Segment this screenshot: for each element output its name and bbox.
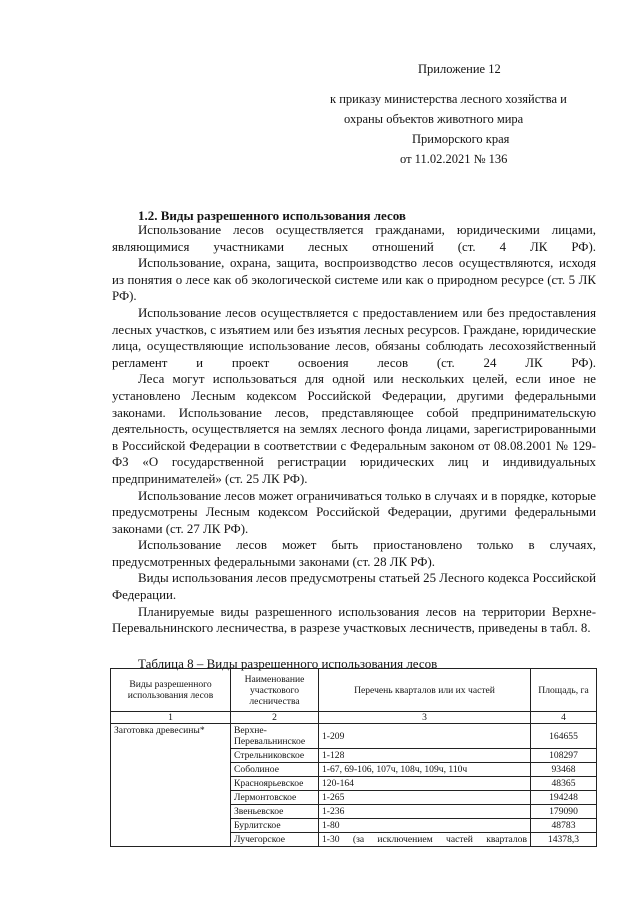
paragraph: Планируемые виды разрешенного использования лесов на территории Верхне-Перевальнинского лесничества, в разрезе участковых лесничеств, приведены в табл. 8. (112, 604, 596, 636)
table-row (111, 724, 597, 749)
area-cell: 93468 (531, 763, 597, 777)
order-reference-line-1: к приказу министерства лесного хозяйства и (330, 92, 567, 106)
area-cell: 48783 (531, 819, 597, 833)
forestry-cell: Лермонтовское (231, 791, 319, 805)
order-reference-line-3: Приморского края (412, 132, 510, 146)
area-cell: 179090 (531, 805, 597, 819)
column-number: 4 (531, 712, 597, 724)
quarters-cell: 1-67, 69-106, 107ч, 108ч, 109ч, 110ч (319, 763, 531, 777)
use-type-cell: Заготовка древесины* (111, 724, 231, 847)
paragraph: Виды использования лесов предусмотрены статьей 25 Лесного кодекса Российской Федерации. (112, 571, 596, 603)
quarters-cell: 1-128 (319, 749, 531, 763)
quarters-cell: 1-30 (за исключением частей кварталов (319, 833, 531, 847)
quarters-cell: 1-80 (319, 819, 531, 833)
table-caption: Таблица 8 – Виды разрешенного использования лесов (138, 656, 438, 671)
paragraph: Использование лесов может быть приостановлено только в случаях, предусмотренных федеральными законами (ст. 28 ЛК РФ). (112, 538, 596, 569)
column-number: 3 (319, 712, 531, 724)
quarters-cell: 120-164 (319, 777, 531, 791)
forestry-cell: Стрельниковское (231, 749, 319, 763)
forestry-cell: Звеньевское (231, 805, 319, 819)
forestry-cell: Бурлитское (231, 819, 319, 833)
paragraph: Использование лесов осуществляется с предоставлением или без предоставления лесных участков, с изъятием или без изъятия лесных ресурсов. Граждане, юридические лица, осуществляющие использование лесов, обязаны соблюдать лесохозяйственный регламент и проект освоения лесов (ст. 24 ЛК РФ). (112, 305, 596, 370)
quarters-cell: 1-236 (319, 805, 531, 819)
table-header-row (111, 669, 597, 712)
area-cell: 108297 (531, 749, 597, 763)
forestry-cell: Соболиное (231, 763, 319, 777)
area-cell: 48365 (531, 777, 597, 791)
forestry-cell: Лучегорское (231, 833, 319, 847)
area-cell: 164655 (531, 724, 597, 749)
column-number: 1 (111, 712, 231, 724)
section-title: 1.2. Виды разрешенного использования лесов (138, 208, 406, 223)
quarters-cell: 1-265 (319, 791, 531, 805)
appendix-label: Приложение 12 (418, 62, 501, 76)
column-header: Наименование участкового лесничества (231, 669, 319, 712)
column-header: Виды разрешенного использования лесов (111, 669, 231, 712)
quarters-cell: 1-209 (319, 724, 531, 749)
column-header: Перечень кварталов или их частей (319, 669, 531, 712)
paragraph: Использование лесов осуществляется гражданами, юридическими лицами, являющимися участниками лесных отношений (ст. 4 ЛК РФ). (112, 223, 596, 254)
paragraph: Использование лесов может ограничиваться только в случаях и в порядке, которые предусмотрены Лесным кодексом Российской Федерации, другими федеральными законами (ст. 27 ЛК РФ). (112, 488, 596, 536)
column-header: Площадь, га (531, 669, 597, 712)
forest-use-table (110, 668, 597, 847)
paragraph: Леса могут использоваться для одной или нескольких целей, если иное не установлено Лесным кодексом Российской Федерации, другими федеральными законами. Использование лесов, представляющее собой предпринимательскую деятельность, осуществляется на землях лесного фонда лицами, зарегистрированными в Российской Федерации в соответствии с Федеральным законом от 08.08.2001 № 129-ФЗ «О государственной регистрации юридических лиц и индивидуальных предпринимателей» (ст. 25 ЛК РФ). (112, 372, 596, 486)
area-cell: 194248 (531, 791, 597, 805)
forestry-cell: Верхне-Перевальнинское (231, 724, 319, 749)
forestry-cell: Красноярьевское (231, 777, 319, 791)
order-date-number: от 11.02.2021 № 136 (400, 152, 508, 166)
column-number-row (111, 712, 597, 724)
paragraph: Использование, охрана, защита, воспроизводство лесов осуществляются, исходя из понятия о лесе как об экологической системе или как о природном ресурсе (ст. 5 ЛК РФ). (112, 256, 596, 304)
column-number: 2 (231, 712, 319, 724)
order-reference-line-2: охраны объектов животного мира (344, 112, 524, 126)
area-cell: 14378,3 (531, 833, 597, 847)
section-body (112, 222, 596, 637)
